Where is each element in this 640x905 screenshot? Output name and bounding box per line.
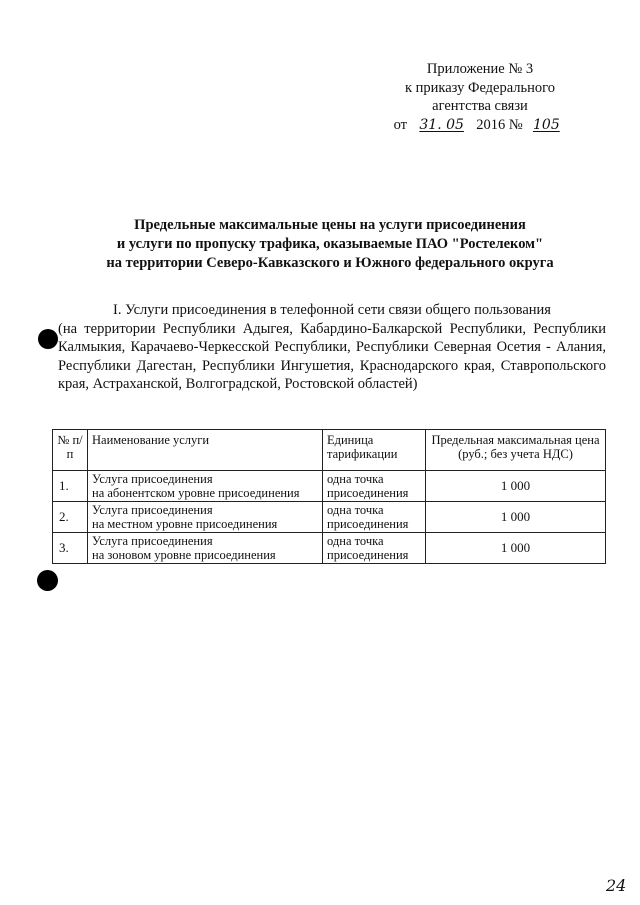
row-price: 1 000 bbox=[426, 471, 606, 502]
header-service-name: Наименование услуги bbox=[88, 430, 323, 471]
service-name-line-2: на абонентском уровне присоединения bbox=[92, 486, 300, 500]
title-line-1: Предельные максимальные цены на услуги присоединения bbox=[134, 217, 526, 233]
appendix-line-2: к приказу Федерального bbox=[404, 79, 556, 96]
table-row bbox=[53, 471, 606, 502]
table-row bbox=[53, 533, 606, 564]
row-unit bbox=[323, 471, 426, 502]
service-name-line-2: на зоновом уровне присоединения bbox=[92, 548, 276, 562]
unit-line-2: присоединения bbox=[327, 517, 409, 531]
unit-line-1: одна точка bbox=[327, 503, 384, 517]
row-service-name bbox=[88, 502, 323, 533]
row-service-name bbox=[88, 471, 323, 502]
row-num: 2. bbox=[53, 502, 88, 533]
title-line-2: и услуги по пропуску трафика, оказываемые ПАО "Ростелеком" bbox=[116, 236, 544, 252]
service-name-line-1: Услуга присоединения bbox=[92, 472, 213, 486]
price-table bbox=[52, 429, 606, 564]
table-row bbox=[53, 502, 606, 533]
header-unit: Единица тарификации bbox=[323, 430, 426, 471]
row-price: 1 000 bbox=[426, 533, 606, 564]
section-body: (на территории Республики Адыгея, Кабардино-Балкарской Республики, Республики Калмыкия, Карачаево-Черкесской Республики, Республики Северная Осетия - Алания, Республики Дагестан, Республики Ингушетия, Краснодарского края, Ставропольского края, Астраханской, Волгоградской, Ростовской областей) bbox=[58, 320, 606, 392]
row-unit bbox=[323, 502, 426, 533]
appendix-line-3: агентства связи bbox=[432, 98, 528, 114]
row-price: 1 000 bbox=[426, 502, 606, 533]
section-heading: I. Услуги присоединения в телефонной сети связи общего пользования bbox=[113, 302, 551, 318]
handwritten-page-number: 24 bbox=[606, 876, 627, 895]
service-name-line-1: Услуга присоединения bbox=[92, 534, 213, 548]
order-year: 2016 № bbox=[476, 116, 523, 133]
handwritten-date: 31. 05 bbox=[419, 116, 464, 133]
row-num: 3. bbox=[53, 533, 88, 564]
service-name-line-1: Услуга присоединения bbox=[92, 503, 213, 517]
service-name-line-2: на местном уровне присоединения bbox=[92, 517, 278, 531]
row-service-name bbox=[88, 533, 323, 564]
document-title bbox=[60, 216, 600, 273]
unit-line-1: одна точка bbox=[327, 472, 384, 486]
table-header-row bbox=[53, 430, 606, 471]
section-1 bbox=[58, 301, 606, 394]
date-prefix: от bbox=[393, 116, 408, 133]
appendix-header bbox=[380, 60, 580, 134]
punch-hole-mark bbox=[38, 329, 58, 349]
unit-line-2: присоединения bbox=[327, 548, 409, 562]
row-num: 1. bbox=[53, 471, 88, 502]
order-date-number bbox=[380, 116, 580, 135]
punch-hole-mark bbox=[37, 570, 58, 591]
title-line-3: на территории Северо-Кавказского и Южного федерального округа bbox=[106, 255, 554, 271]
unit-line-2: присоединения bbox=[327, 486, 409, 500]
header-num: № п/п bbox=[53, 430, 88, 471]
row-unit bbox=[323, 533, 426, 564]
handwritten-order-number: 105 bbox=[533, 116, 560, 133]
header-price: Предельная максимальная цена (руб.; без учета НДС) bbox=[426, 430, 606, 471]
appendix-line-1: Приложение № 3 bbox=[426, 61, 534, 77]
unit-line-1: одна точка bbox=[327, 534, 384, 548]
